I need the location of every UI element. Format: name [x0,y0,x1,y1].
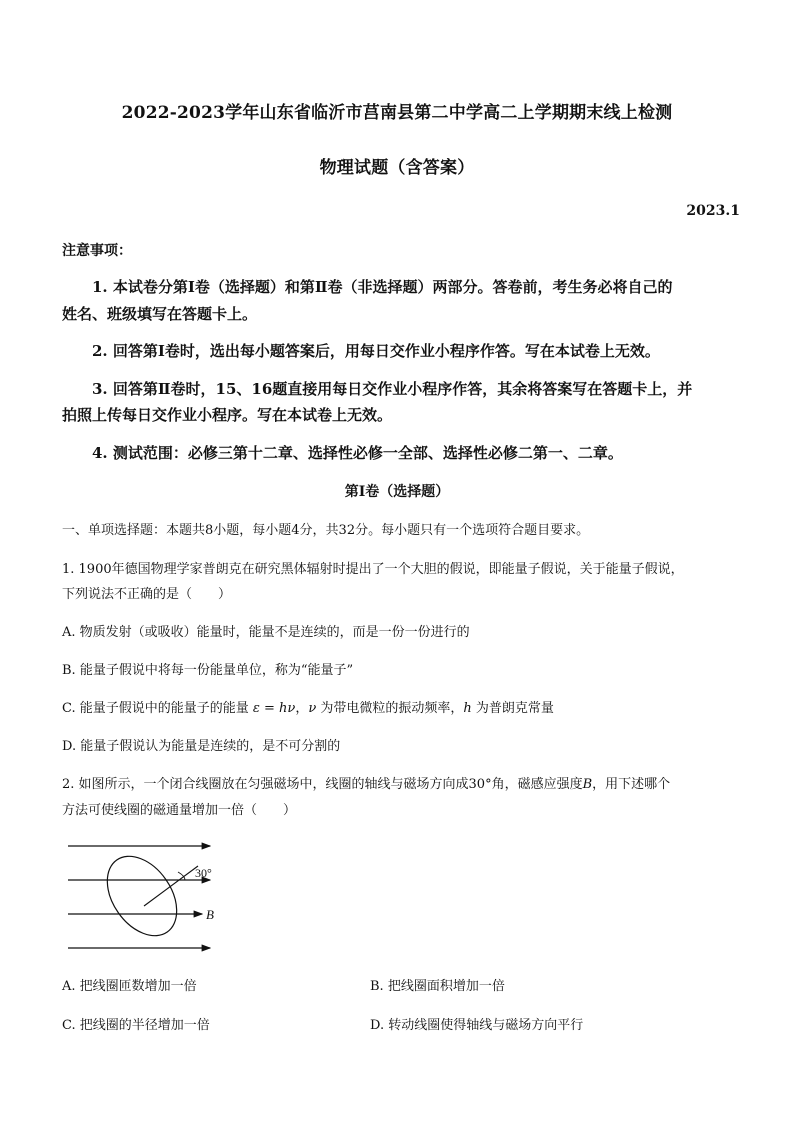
q2-stem-line2: 方法可使线圈的磁通量增加一倍（ ） [62,803,297,818]
q2-stem-line1-prefix: 2. 如图所示，一个闭合线圈放在匀强磁场中，线圈的轴线与磁场方向成30°角，磁感应强度 [62,777,583,792]
notice-item-3-line2: 拍照上传每日交作业小程序。写在本试卷上无效。 [62,406,393,424]
q2-option-c: C. 把线圈的半径增加一倍 [62,1018,210,1033]
q1-option-a: A. 物质发射（或吸收）能量时，能量不是连续的，而是一份一份进行的 [62,625,470,640]
q2-stem-line1 [62,773,670,792]
q1-option-c-suffix: 为普朗克常量 [471,701,554,716]
q2-stem-b: B [582,777,593,792]
q2-stem-line1-suffix: ，用下述哪个 [592,777,671,792]
q1-option-c-h: h [463,701,472,716]
section-title: 第Ⅰ卷（选择题） [344,484,450,500]
q2-option-b: B. 把线圈面积增加一倍 [370,979,505,994]
notice-item-1-line1: 1. 本试卷分第Ⅰ卷（选择题）和第Ⅱ卷（非选择题）两部分。答卷前，考生务必将自己的 [92,278,673,296]
notice-item-4: 4. 测试范围：必修三第十二章、选择性必修一全部、选择性必修二第一、二章。 [92,444,623,462]
q1-stem-line1: 1. 1900年德国物理学家普朗克在研究黑体辐射时提出了一个大胆的假说，即能量子假说，关于能量子假说， [62,562,684,577]
exam-date: 2023.1 [686,203,740,219]
angle-label: 30° [195,866,212,880]
q1-option-c-mid: 为带电微粒的振动频率， [316,701,464,716]
q1-option-d: D. 能量子假说认为能量是连续的，是不可分割的 [62,739,341,754]
exam-title-line2: 物理试题（含答案） [319,158,475,178]
coil-loop [93,843,191,948]
q1-stem-line2: 下列说法不正确的是（ ） [62,587,232,602]
notice-item-3-line1: 3. 回答第Ⅱ卷时，15、16题直接用每日交作业小程序作答，其余将答案写在答题卡上，并 [92,380,693,398]
q2-coil-diagram [60,832,230,957]
q1-option-c-prefix: C. 能量子假说中的能量子的能量 [62,701,253,716]
section-instruction: 一、单项选择题：本题共8小题，每小题4分，共32分。每小题只有一个选项符合题目要求。 [62,523,590,538]
q1-option-b: B. 能量子假说中将每一份能量单位，称为“能量子” [62,663,354,678]
q1-option-c-sep: ， [295,701,309,716]
notice-item-2: 2. 回答第Ⅰ卷时，选出每小题答案后，用每日交作业小程序作答。写在本试卷上无效。 [92,342,660,360]
notice-item-1-line2: 姓名、班级填写在答题卡上。 [62,305,258,323]
q2-option-a: A. 把线圈匝数增加一倍 [62,979,197,994]
q1-option-c-equation: ε = hν [252,701,296,716]
q1-option-c-nu: ν [308,701,317,716]
field-b-label: B [206,907,214,922]
q2-option-d: D. 转动线圈使得轴线与磁场方向平行 [370,1018,584,1033]
exam-title-line1: 2022-2023学年山东省临沂市莒南县第二中学高二上学期期末线上检测 [121,103,673,123]
coil-axis [144,866,198,906]
notice-heading: 注意事项： [62,243,132,259]
q1-option-c [62,697,554,716]
